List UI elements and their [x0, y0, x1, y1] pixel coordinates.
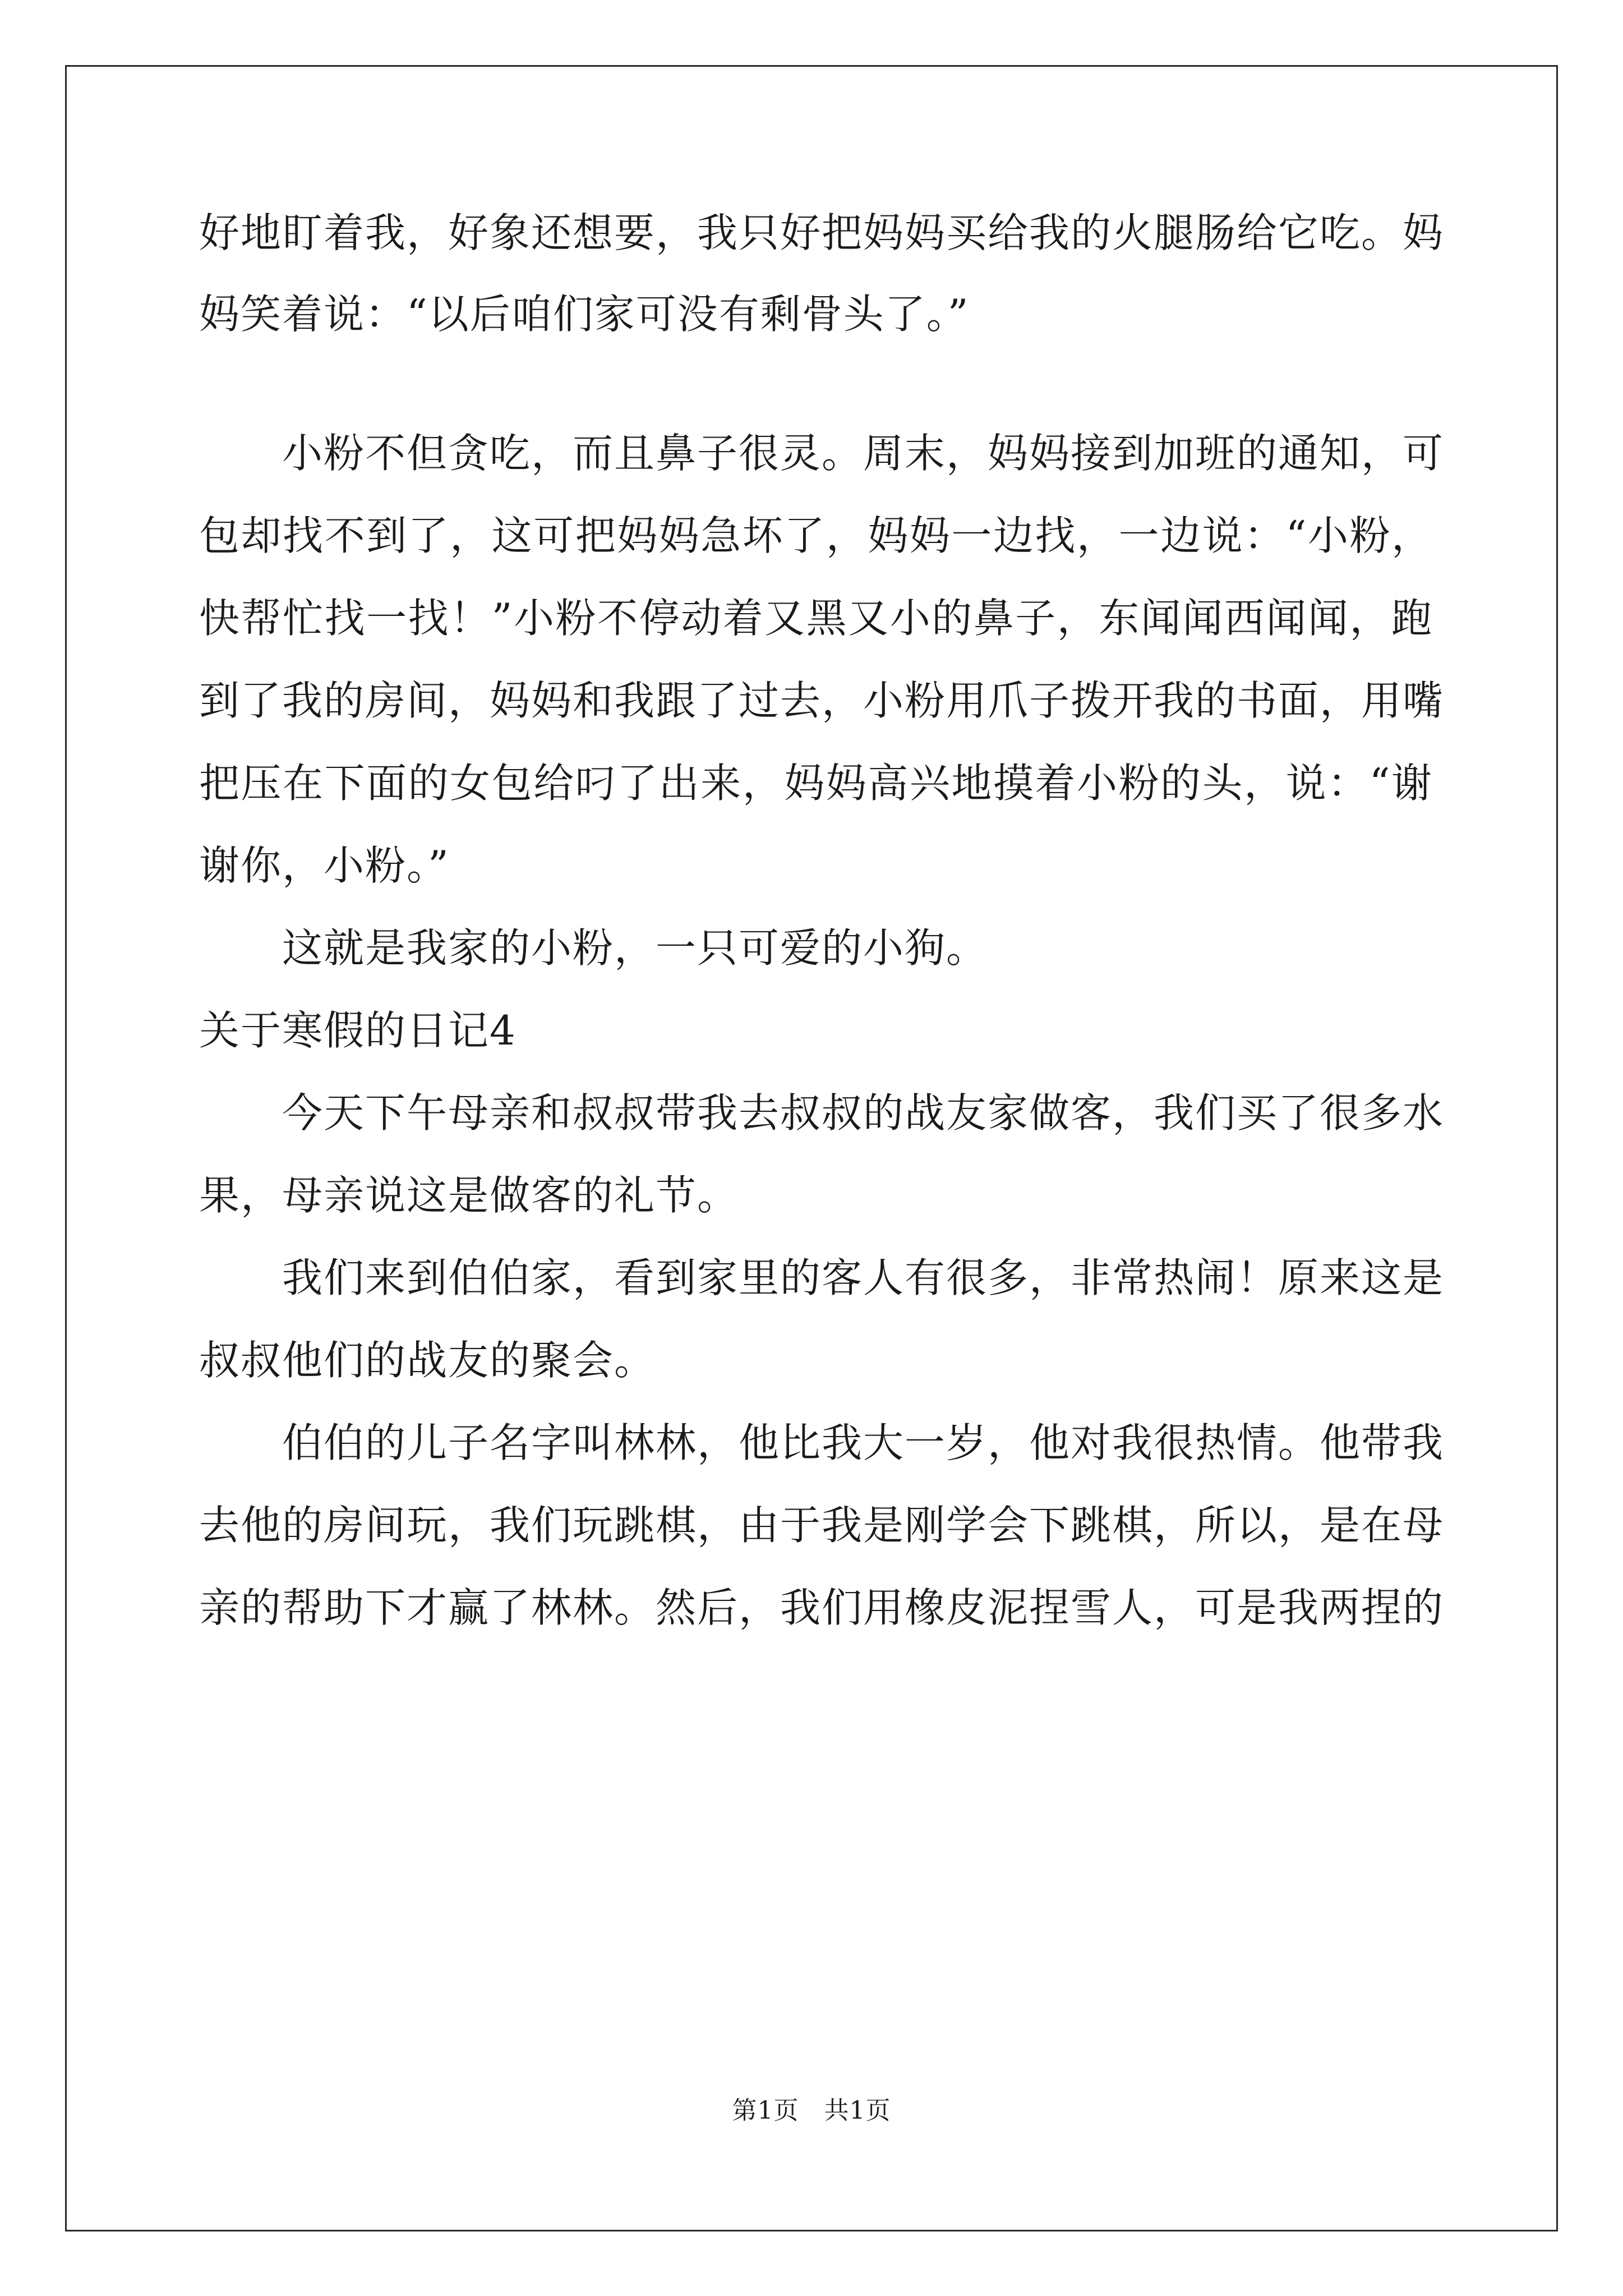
paragraph-line: 好地盯着我，好象还想要，我只好把妈妈买给我的火腿肠给它吃。妈 — [199, 209, 1445, 256]
paragraph-line: 今天下午母亲和叔叔带我去叔叔的战友家做客，我们买了很多水 — [282, 1089, 1445, 1137]
paragraph-line: 小粉不但贪吃，而且鼻子很灵。周末，妈妈接到加班的通知，可 — [282, 430, 1445, 477]
page-footer: 第1页 共1页 — [732, 2096, 891, 2125]
paragraph-line: 伯伯的儿子名字叫林林，他比我大一岁，他对我很热情。他带我 — [282, 1419, 1445, 1466]
paragraph-line: 我们来到伯伯家，看到家里的客人有很多，非常热闹！原来这是 — [282, 1254, 1445, 1301]
paragraph-line: 到了我的房间，妈妈和我跟了过去，小粉用爪子拨开我的书面，用嘴 — [199, 677, 1445, 724]
paragraph-line: 亲的帮助下才赢了林林。然后，我们用橡皮泥捏雪人，可是我两捏的 — [199, 1584, 1445, 1631]
paragraph-line: 果，母亲说这是做客的礼节。 — [199, 1172, 739, 1219]
paragraph-line: 叔叔他们的战友的聚会。 — [199, 1337, 656, 1384]
section-heading: 关于寒假的日记4 — [199, 1007, 517, 1054]
paragraph-line: 这就是我家的小粉，一只可爱的小狗。 — [282, 924, 988, 972]
paragraph-line: 快帮忙找一找！”小粉不停动着又黑又小的鼻子，东闻闻西闻闻，跑 — [199, 595, 1433, 642]
paragraph-line: 谢你，小粉。” — [199, 842, 450, 889]
page-border — [65, 65, 1558, 2231]
paragraph-line: 把压在下面的女包给叼了出来，妈妈高兴地摸着小粉的头，说：“谢 — [199, 760, 1433, 807]
paragraph-line: 去他的房间玩，我们玩跳棋，由于我是刚学会下跳棋，所以，是在母 — [199, 1502, 1445, 1549]
paragraph-line: 妈笑着说：“以后咱们家可没有剩骨头了。” — [199, 291, 970, 338]
paragraph-line: 包却找不到了，这可把妈妈急坏了，妈妈一边找，一边说：“小粉， — [199, 512, 1433, 559]
